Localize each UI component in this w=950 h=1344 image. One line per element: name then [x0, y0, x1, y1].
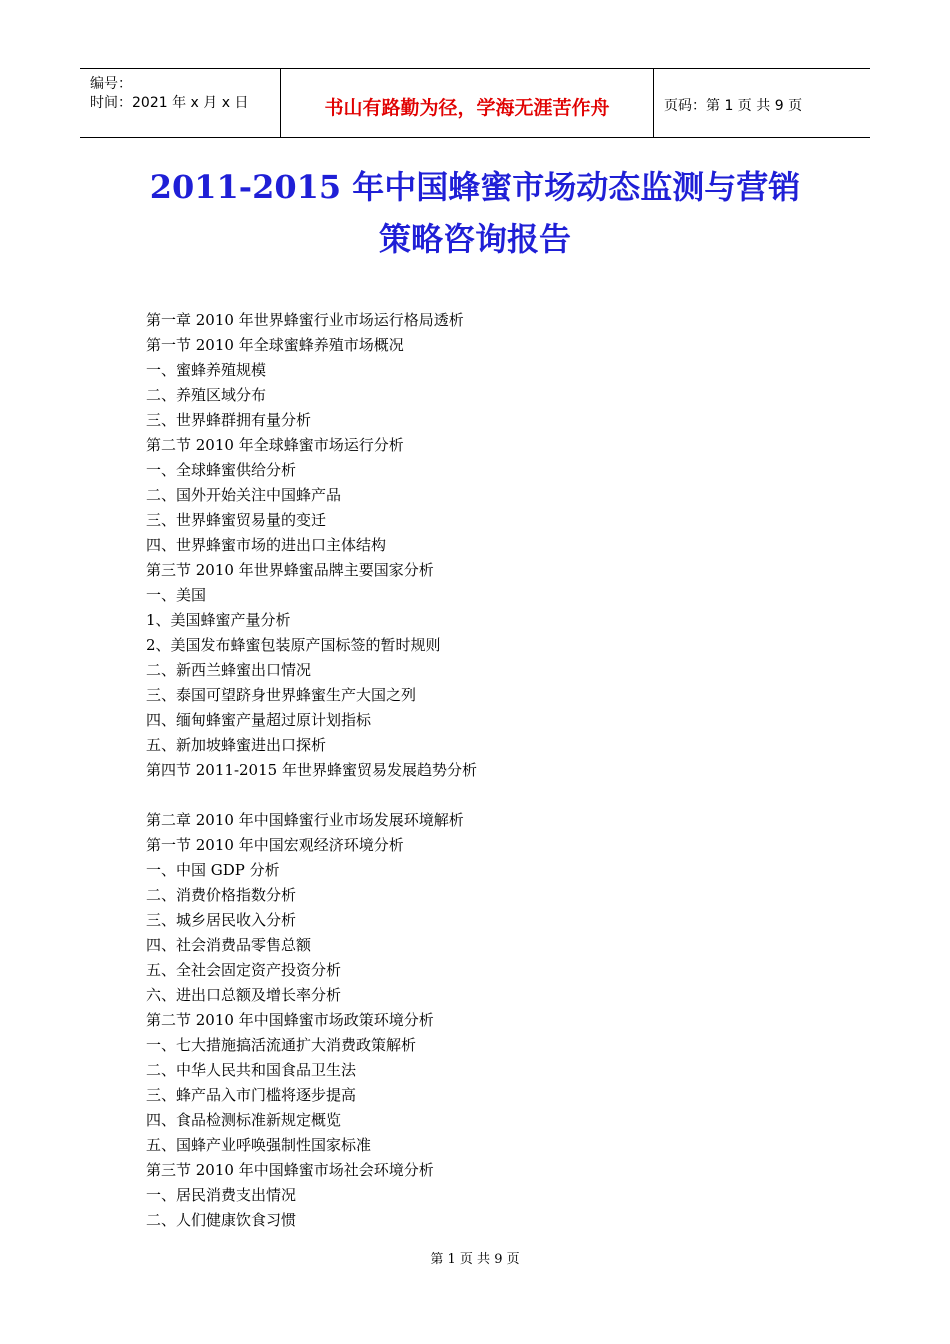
toc-item: 二、新西兰蜂蜜出口情况: [146, 661, 312, 679]
toc-item: 四、社会消费品零售总额: [146, 936, 312, 954]
toc-item: 四、缅甸蜂蜜产量超过原计划指标: [146, 711, 372, 729]
toc-item: 三、世界蜂蜜贸易量的变迁: [146, 511, 327, 529]
toc-item: 第一章 2010 年世界蜂蜜行业市场运行格局透析: [146, 311, 464, 329]
toc-item: 一、中国 GDP 分析: [146, 861, 280, 879]
toc-item: 第一节 2010 年全球蜜蜂养殖市场概况: [146, 336, 404, 354]
toc-item: 第二节 2010 年全球蜂蜜市场运行分析: [146, 436, 404, 454]
toc-item: 1、美国蜂蜜产量分析: [146, 611, 291, 629]
toc-item: 一、七大措施搞活流通扩大消费政策解析: [146, 1036, 417, 1054]
toc-item: 一、居民消费支出情况: [146, 1186, 297, 1204]
toc-item: 六、进出口总额及增长率分析: [146, 986, 342, 1004]
time-label: 时间：2021 年 x 月 x 日: [90, 95, 249, 111]
toc-item: 三、城乡居民收入分析: [146, 911, 297, 929]
toc-item: 一、蜜蜂养殖规模: [146, 361, 267, 379]
document-title-line1: 2011-2015 年中国蜂蜜市场动态监测与营销: [149, 168, 801, 206]
toc-item: 第二章 2010 年中国蜂蜜行业市场发展环境解析: [146, 811, 464, 829]
toc-item: 二、消费价格指数分析: [146, 886, 297, 904]
page-info: 页码：第 1 页 共 9 页: [664, 98, 803, 114]
toc-gap: [146, 783, 477, 808]
toc-item: 二、中华人民共和国食品卫生法: [146, 1061, 357, 1079]
toc-item: 第三节 2010 年中国蜂蜜市场社会环境分析: [146, 1161, 434, 1179]
toc-item: 第二节 2010 年中国蜂蜜市场政策环境分析: [146, 1011, 434, 1029]
toc-item: 五、新加坡蜂蜜进出口探析: [146, 736, 327, 754]
toc-item: 第一节 2010 年中国宏观经济环境分析: [146, 836, 404, 854]
page-footer: 第 1 页 共 9 页: [430, 1252, 520, 1267]
document-title-line2: 策略咨询报告: [378, 220, 571, 258]
toc-item: 一、美国: [146, 586, 207, 604]
toc-item: 五、国蜂产业呼唤强制性国家标准: [146, 1136, 372, 1154]
toc-item: 二、国外开始关注中国蜂产品: [146, 486, 342, 504]
toc-item: 四、世界蜂蜜市场的进出口主体结构: [146, 536, 387, 554]
toc-item: 第三节 2010 年世界蜂蜜品牌主要国家分析: [146, 561, 434, 579]
toc-item: 一、全球蜂蜜供给分析: [146, 461, 297, 479]
motto: 书山有路勤为径，学海无涯苦作舟: [324, 97, 610, 119]
toc-item: 四、食品检测标准新规定概览: [146, 1111, 342, 1129]
header-table: [80, 68, 870, 138]
table-of-contents: [146, 308, 477, 1233]
header-right-cell: [654, 69, 870, 137]
toc-item: 2、美国发布蜂蜜包装原产国标签的暂时规则: [146, 636, 441, 654]
toc-item: 二、人们健康饮食习惯: [146, 1211, 297, 1229]
header-left-cell: [80, 69, 281, 137]
header-middle-cell: [281, 69, 654, 137]
number-label: 编号：: [90, 76, 132, 92]
toc-item: 三、泰国可望跻身世界蜂蜜生产大国之列: [146, 686, 417, 704]
toc-item: 五、全社会固定资产投资分析: [146, 961, 342, 979]
toc-item: 三、世界蜂群拥有量分析: [146, 411, 312, 429]
toc-item: 三、蜂产品入市门槛将逐步提高: [146, 1086, 357, 1104]
toc-item: 二、养殖区域分布: [146, 386, 267, 404]
toc-item: 第四节 2011-2015 年世界蜂蜜贸易发展趋势分析: [146, 761, 477, 779]
